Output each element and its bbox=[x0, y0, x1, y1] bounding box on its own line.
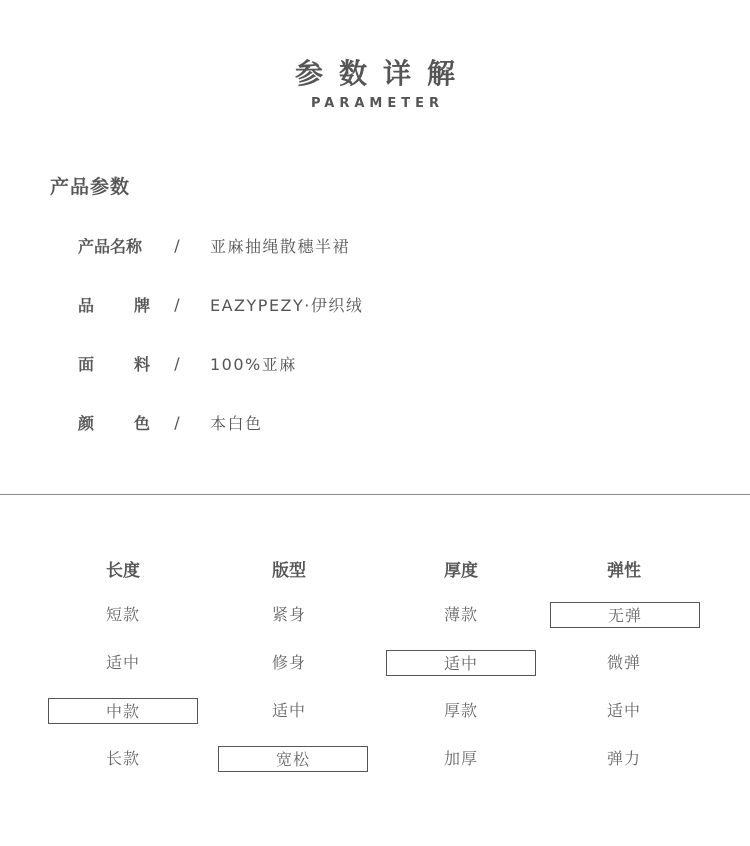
param-row-brand bbox=[78, 292, 363, 316]
option-cell: 薄款 bbox=[443, 605, 478, 624]
param-separator: / bbox=[174, 412, 180, 432]
option-cell: 修身 bbox=[271, 653, 306, 672]
option-cell: 紧身 bbox=[271, 605, 306, 624]
option-cell: 适中 bbox=[271, 701, 306, 720]
param-separator: / bbox=[174, 294, 180, 314]
option-cell: 厚款 bbox=[443, 701, 478, 720]
option-cell: 短款 bbox=[105, 605, 140, 624]
param-label-text: 品 bbox=[78, 295, 95, 315]
option-cell-selected: 宽松 bbox=[218, 746, 368, 772]
page-subtitle: PARAMETER bbox=[310, 96, 445, 111]
product-params-heading: 产品参数 bbox=[50, 176, 131, 198]
param-label bbox=[78, 293, 150, 316]
param-label-text-2: 牌 bbox=[133, 295, 150, 315]
option-cell-selected: 适中 bbox=[386, 650, 536, 676]
option-cell-selected: 中款 bbox=[48, 698, 198, 724]
param-label-text-2: 料 bbox=[133, 354, 150, 374]
param-label bbox=[78, 411, 150, 434]
param-label-text-2: 色 bbox=[133, 413, 150, 433]
param-value: 亚麻抽绳散穗半裙 bbox=[210, 236, 351, 256]
param-row-color bbox=[78, 410, 263, 434]
section-divider bbox=[0, 494, 750, 495]
option-cell-selected: 无弹 bbox=[550, 602, 700, 628]
page-title: 参数详解 bbox=[294, 57, 471, 90]
param-label-text: 面 bbox=[78, 354, 95, 374]
column-heading-fit: 版型 bbox=[272, 561, 306, 581]
param-separator: / bbox=[174, 235, 180, 255]
param-value: EAZYPEZY·伊织绒 bbox=[210, 295, 364, 315]
column-heading-elasticity: 弹性 bbox=[607, 561, 641, 581]
column-heading-length: 长度 bbox=[106, 561, 140, 581]
param-separator: / bbox=[174, 353, 180, 373]
param-row-name bbox=[78, 233, 350, 257]
param-label-text: 颜 bbox=[78, 413, 95, 433]
param-label-text: 产品名称 bbox=[78, 236, 143, 256]
param-value: 100%亚麻 bbox=[210, 354, 297, 374]
option-cell: 微弹 bbox=[606, 653, 641, 672]
option-cell: 弹力 bbox=[606, 749, 641, 768]
option-cell: 适中 bbox=[606, 701, 641, 720]
option-cell: 加厚 bbox=[443, 749, 478, 768]
column-heading-thickness: 厚度 bbox=[444, 561, 478, 581]
option-cell: 适中 bbox=[105, 653, 140, 672]
param-label bbox=[78, 352, 150, 375]
option-cell: 长款 bbox=[105, 749, 140, 768]
param-value: 本白色 bbox=[210, 413, 263, 433]
param-label bbox=[78, 234, 150, 257]
param-row-material bbox=[78, 351, 297, 375]
